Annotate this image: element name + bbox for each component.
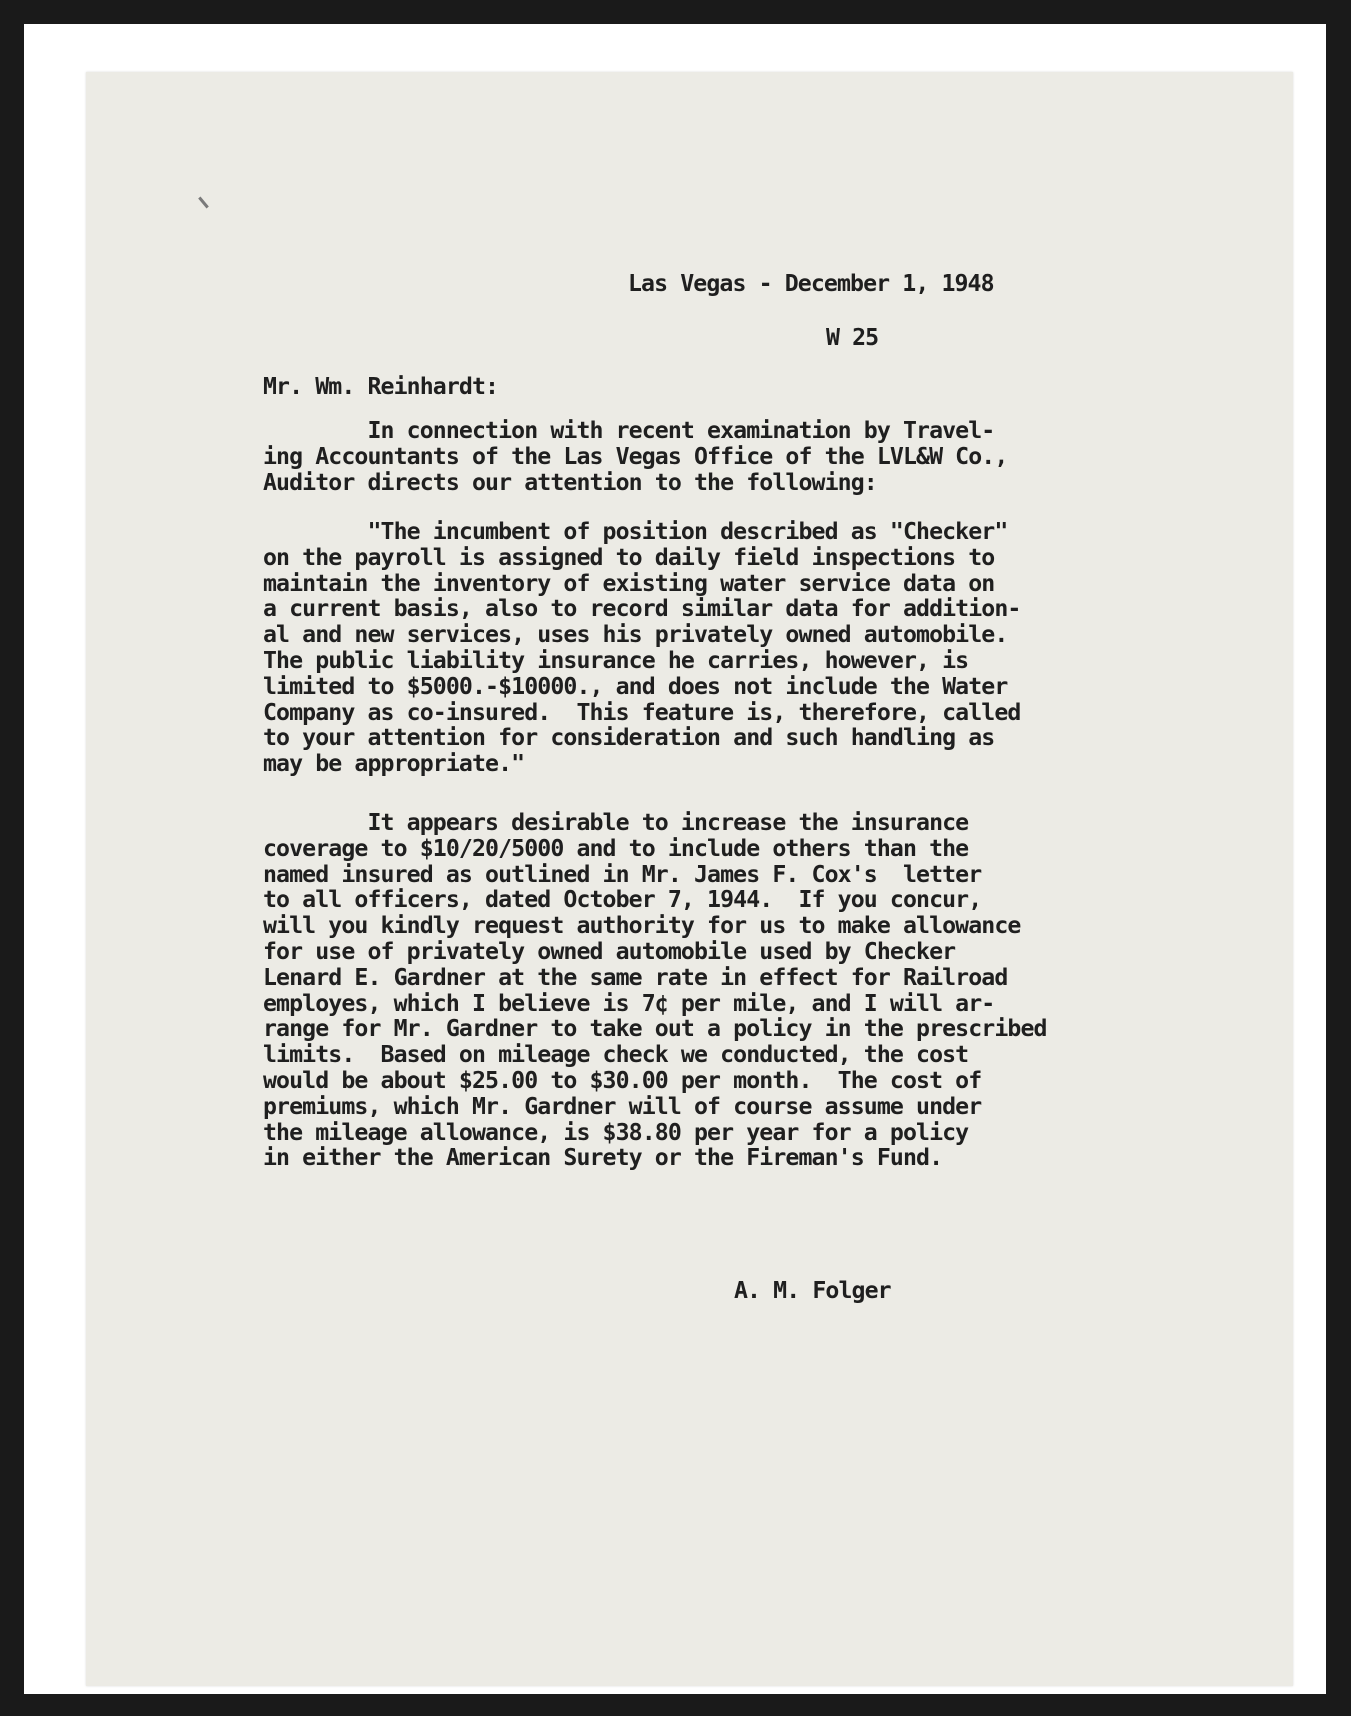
- paragraph-recommendation: It appears desirable to increase the insurance coverage to $10/20/5000 and to include others than the named insured as outlined in Mr. James F. Cox's letter to all officers, dated October 7, 1944. If you concur, will you kindly request authority for us to make allowance for use of privately owned automobile used by Checker Lenard E. Gardner at the same rate in effect for Railroad employes, which I believe is 7¢ per mile, and I will ar- range for Mr. Gardner to take out a policy in the prescribed limits. Based on mileage check we conducted, the cost would be about $25.00 to $30.00 per month. The cost of premiums, which Mr. Gardner will of course assume under the mileage allowance, is $38.80 per year for a policy in either the American Surety or the Fireman's Fund.: [263, 809, 1047, 1172]
- letter-page: [86, 72, 1293, 1686]
- paragraph-introduction: In connection with recent examination by Travel- ing Accountants of the Las Vegas Office of the LVL&W Co., Auditor directs our attention to the following:: [263, 417, 1008, 496]
- dateline: Las Vegas - December 1, 1948: [628, 270, 994, 297]
- reference-number: W 25: [826, 324, 879, 351]
- signature: A. M. Folger: [734, 1277, 891, 1304]
- stray-pencil-mark: [198, 197, 209, 209]
- salutation: Mr. Wm. Reinhardt:: [263, 373, 499, 400]
- paragraph-quotation: "The incumbent of position described as "Checker" on the payroll is assigned to daily field inspections to maintain the inventory of existing water service data on a current basis, also to record similar data for addition- al and new services, uses his privately owned automobile. The public liability insurance he carries, however, is limited to $5000.-$10000., and does not include the Water Company as co-insured. This feature is, therefore, called to your attention for consideration and such handling as may be appropriate.": [263, 518, 1021, 778]
- mounting-board: [24, 24, 1326, 1694]
